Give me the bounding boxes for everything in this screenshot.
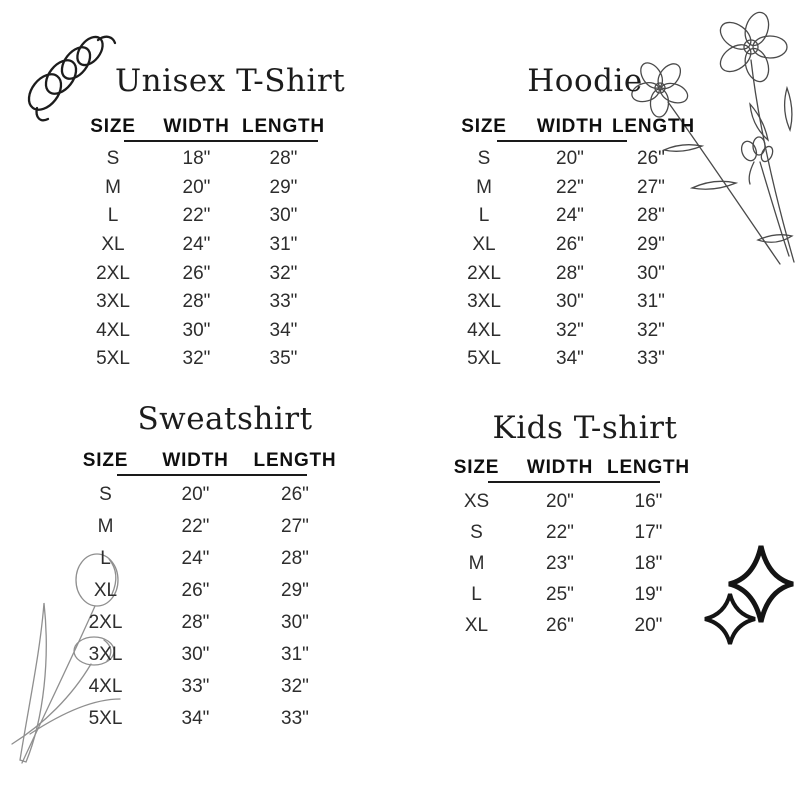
length-cell: 18" [634,552,663,574]
column-header-width: WIDTH [536,116,604,137]
length-cell: 32" [637,319,665,341]
length-cell: 28" [281,548,309,569]
width-cell: 32" [556,319,584,341]
width-cell: 28" [181,612,210,633]
size-cell: S [99,484,112,505]
size-cell: 4XL [96,319,130,341]
width-cell: 24" [181,548,210,569]
sparkle-icon [693,542,798,654]
size-cell: 3XL [467,291,501,313]
size-cell: S [477,148,491,170]
length-cell: 32" [269,262,298,284]
length-cell: 16" [634,490,663,512]
size-cell: 3XL [88,644,123,665]
length-cell: 17" [634,521,663,543]
width-cell: 24" [182,234,211,256]
width-cell: 26" [182,262,211,284]
column-header-width: WIDTH [526,457,594,478]
length-cell: 35" [269,348,298,370]
size-chart-unisex-tshirt [75,58,346,374]
size-table-unisex-tshirt [75,114,325,374]
length-cell: 27" [281,516,309,537]
length-cell: 33" [269,291,298,313]
width-cell: 26" [181,580,210,601]
width-cell: 20" [546,490,574,512]
column-header-length: LENGTH [253,450,337,471]
size-cell: L [478,205,490,227]
size-cell: XL [464,614,489,636]
size-cell: S [470,521,483,543]
size-cell: 2XL [96,262,130,284]
header-underline [124,140,318,142]
length-cell: 33" [637,348,665,370]
size-cell: M [105,176,121,198]
length-cell: 30" [281,612,309,633]
length-cell: 31" [637,291,665,313]
column-header-length: LENGTH [242,116,325,137]
length-cell: 29" [637,234,665,256]
column-header-size: SIZE [461,116,507,137]
width-cell: 28" [182,291,211,313]
size-cell: 5XL [467,348,501,370]
width-cell: 32" [182,348,211,370]
width-cell: 18" [182,148,211,170]
width-cell: 30" [181,644,210,665]
width-cell: 25" [546,583,574,605]
size-chart-kids-tshirt [430,405,700,641]
size-cell: L [471,583,482,605]
width-cell: 23" [546,552,574,574]
width-cell: 30" [556,291,584,313]
column-header-size: SIZE [82,450,129,471]
size-cell: 2XL [88,612,123,633]
length-cell: 19" [634,583,663,605]
size-cell: M [476,176,492,198]
length-cell: 32" [281,676,309,697]
size-cell: L [100,548,111,569]
size-table-hoodie [440,114,695,374]
size-cell: XL [93,580,118,601]
width-cell: 28" [556,262,584,284]
length-cell: 33" [281,708,309,729]
length-cell: 20" [634,614,663,636]
column-header-length: LENGTH [612,116,695,137]
header-underline [117,474,307,476]
size-cell: 4XL [88,676,123,697]
length-cell: 30" [637,262,665,284]
length-cell: 29" [281,580,309,601]
length-cell: 31" [269,234,298,256]
size-cell: XL [101,234,125,256]
size-table-kids-tshirt [430,455,700,641]
column-header-width: WIDTH [162,450,229,471]
size-cell: XS [463,490,490,512]
size-chart-sweatshirt [60,396,350,735]
length-cell: 31" [281,644,309,665]
column-header-size: SIZE [90,116,136,137]
chart-title-kids-tshirt: Kids T-shirt [492,410,678,446]
width-cell: 33" [181,676,210,697]
width-cell: 34" [181,708,210,729]
length-cell: 28" [269,148,298,170]
chart-title-sweatshirt: Sweatshirt [137,401,313,437]
size-cell: 2XL [467,262,501,284]
width-cell: 30" [182,319,211,341]
size-cell: L [107,205,119,227]
size-cell: XL [472,234,496,256]
column-header-length: LENGTH [607,457,690,478]
width-cell: 22" [556,176,584,198]
size-chart-hoodie [440,58,695,374]
header-underline [488,481,660,483]
width-cell: 20" [182,176,211,198]
length-cell: 26" [637,148,665,170]
width-cell: 22" [546,521,574,543]
chart-title-hoodie: Hoodie [527,63,643,99]
size-cell: 3XL [96,291,130,313]
length-cell: 28" [637,205,665,227]
size-cell: M [468,552,485,574]
length-cell: 29" [269,176,298,198]
size-cell: 5XL [88,708,123,729]
length-cell: 30" [269,205,298,227]
size-cell: M [97,516,114,537]
width-cell: 24" [556,205,584,227]
size-cell: 4XL [467,319,501,341]
width-cell: 22" [181,516,210,537]
width-cell: 20" [181,484,210,505]
chart-title-unisex-tshirt: Unisex T-Shirt [115,63,346,99]
width-cell: 22" [182,205,211,227]
length-cell: 27" [637,176,665,198]
column-header-size: SIZE [453,457,500,478]
length-cell: 34" [269,319,298,341]
column-header-width: WIDTH [163,116,230,137]
header-underline [497,140,627,142]
width-cell: 34" [556,348,584,370]
width-cell: 26" [556,234,584,256]
length-cell: 26" [281,484,309,505]
width-cell: 26" [546,614,574,636]
size-table-sweatshirt [60,448,350,735]
width-cell: 20" [556,148,584,170]
size-cell: S [106,148,120,170]
size-cell: 5XL [96,348,130,370]
sparkles [693,542,798,659]
